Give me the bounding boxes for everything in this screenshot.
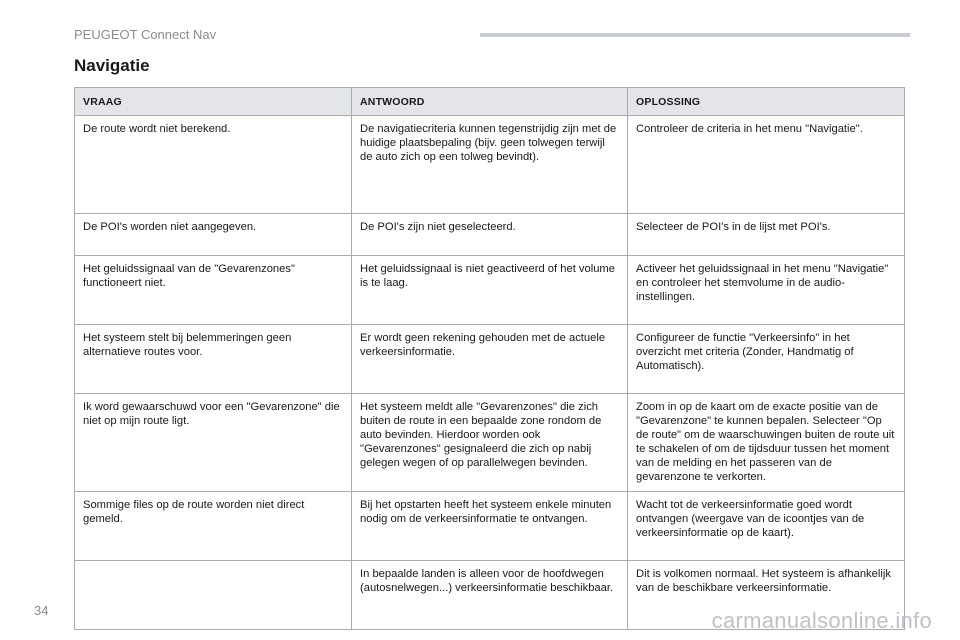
question-cell: Het geluidssignaal van de "Gevarenzones" functioneert niet. [75,256,352,325]
solution-cell: Wacht tot de verkeersinformatie goed wordt ontvangen (weergave van de icoontjes van de verkeersinformatie op de kaart). [628,492,905,561]
solution-cell: Activeer het geluidssignaal in het menu "Navigatie" en controleer het stemvolume in de audio-instellingen. [628,256,905,325]
answer-cell: De navigatiecriteria kunnen tegenstrijdig zijn met de huidige plaatsbepaling (bijv. geen tolwegen terwijl de auto zich op een tolweg bevindt). [352,116,628,214]
question-cell: Ik word gewaarschuwd voor een "Gevarenzone" die niet op mijn route ligt. [75,394,352,492]
page-number: 34 [34,603,49,618]
answer-cell: Het systeem meldt alle "Gevarenzones" die zich buiten de route in een bepaalde zone rondom de auto bevinden. Hierdoor worden ook "Gevarenzones" gesignaleerd die zich op nabij gelegen wegen of op parallelwegen bevinden. [352,394,628,492]
answer-cell: Het geluidssignaal is niet geactiveerd of het volume is te laag. [352,256,628,325]
question-cell [75,561,352,630]
solution-cell: Dit is volkomen normaal. Het systeem is afhankelijk van de beschikbare verkeersinformatie. [628,561,905,630]
column-header-answer: ANTWOORD [352,88,628,116]
table-row [75,492,905,561]
question-cell: De POI's worden niet aangegeven. [75,214,352,256]
question-cell: De route wordt niet berekend. [75,116,352,214]
header-rule [480,33,910,37]
column-header-question: VRAAG [75,88,352,116]
answer-cell: Bij het opstarten heeft het systeem enkele minuten nodig om de verkeersinformatie te ontvangen. [352,492,628,561]
watermark: carmanualsonline.info [711,608,932,633]
running-header: PEUGEOT Connect Nav [74,27,217,42]
answer-cell: Er wordt geen rekening gehouden met de actuele verkeersinformatie. [352,325,628,394]
table-row [75,325,905,394]
table-header-row [75,88,905,116]
question-cell: Het systeem stelt bij belemmeringen geen alternatieve routes voor. [75,325,352,394]
column-header-solution: OPLOSSING [628,88,905,116]
table-row [75,214,905,256]
solution-cell: Configureer de functie "Verkeersinfo" in het overzicht met criteria (Zonder, Handmatig of Automatisch). [628,325,905,394]
table-row [75,116,905,214]
solution-cell: Zoom in op de kaart om de exacte positie van de "Gevarenzone" te kunnen bepalen. Selecteer "Op de route" om de waarschuwingen buiten de route uit te schakelen of om de tijdsduur tussen het moment van de melding en het passeren van de gevarenzone te verkorten. [628,394,905,492]
troubleshooting-table [74,87,905,630]
answer-cell: De POI's zijn niet geselecteerd. [352,214,628,256]
section-title: Navigatie [74,56,150,75]
answer-cell: In bepaalde landen is alleen voor de hoofdwegen (autosnelwegen...) verkeersinformatie beschikbaar. [352,561,628,630]
solution-cell: Controleer de criteria in het menu "Navigatie". [628,116,905,214]
table-row [75,256,905,325]
table-row [75,394,905,492]
solution-cell: Selecteer de POI's in de lijst met POI's. [628,214,905,256]
question-cell: Sommige files op de route worden niet direct gemeld. [75,492,352,561]
